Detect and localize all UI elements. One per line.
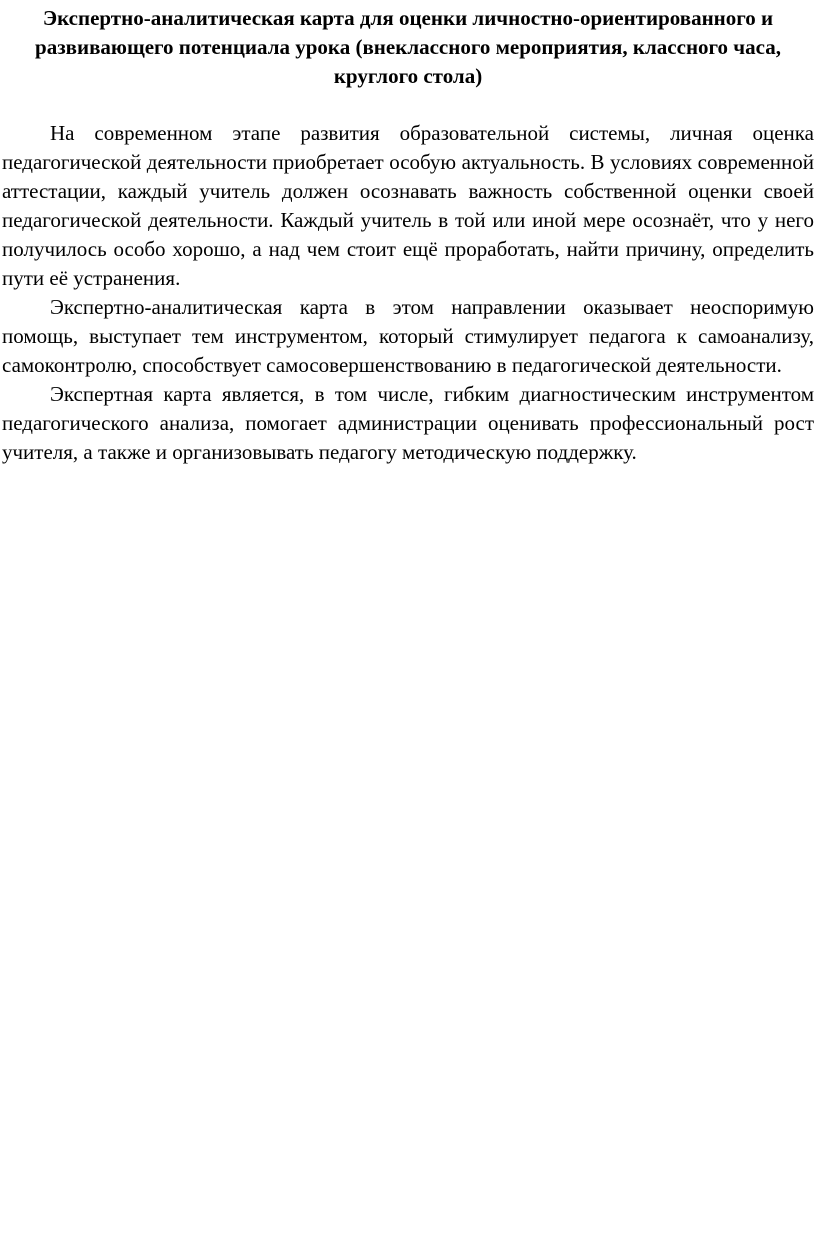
paragraph-3: Экспертная карта является, в том числе, гибким диагностическим инструментом педагогического анализа, помогает администрации оценивать профессиональный рост учителя, а также и организовывать педагогу методическую поддержку. xyxy=(2,382,814,464)
paragraph-2: Экспертно-аналитическая карта в этом направлении оказывает неоспоримую помощь, выступает тем инструментом, который стимулирует педагога к самоанализу, самоконтролю, способствует самосовершенствованию в педагогической деятельности. xyxy=(2,295,814,377)
document-body xyxy=(2,119,814,467)
document-title: Экспертно-аналитическая карта для оценки личностно-ориентированного и развивающего потенциала урока (внеклассного мероприятия, классного часа, круглого стола) xyxy=(35,6,781,88)
paragraph-1: На современном этапе развития образовательной системы, личная оценка педагогической деятельности приобретает особую актуальность. В условиях современной аттестации, каждый учитель должен осознавать важность собственной оценки своей педагогической деятельности. Каждый учитель в той или иной мере осознаёт, что у него получилось особо хорошо, а над чем стоит ещё проработать, найти причину, определить пути её устранения. xyxy=(2,121,814,290)
